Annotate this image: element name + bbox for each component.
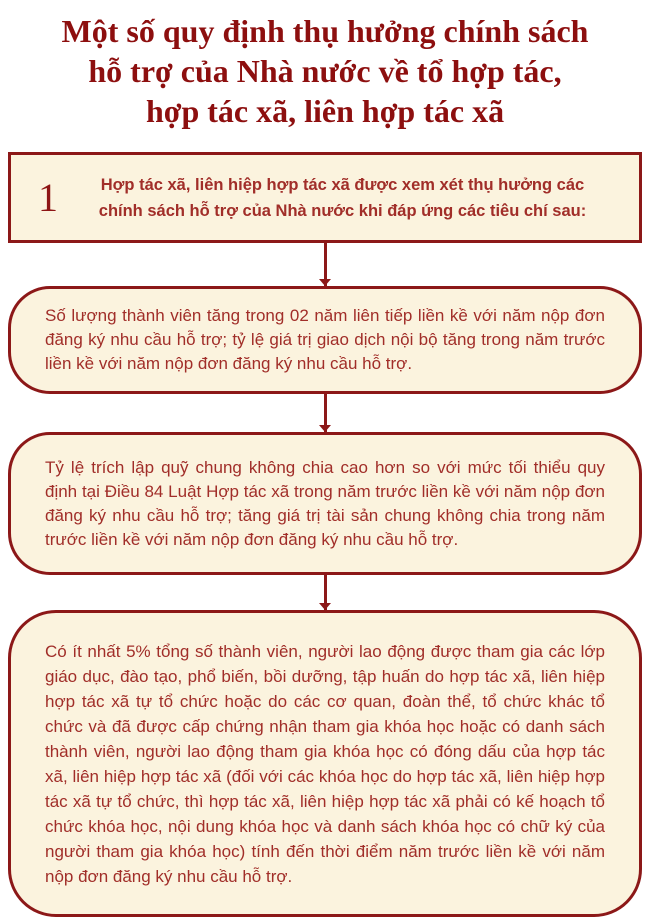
criterion-box-3 bbox=[8, 610, 642, 917]
criterion-3-text: Có ít nhất 5% tổng số thành viên, người lao động được tham gia các lớp giáo dục, đào tạo, phổ biến, bồi dưỡng, tập huấn do hợp tác xã, liên hiệp hợp tác xã tự tổ chức hoặc do các cơ quan, đoàn thể, tổ chức khác tổ chức và đã được cấp chứng nhận tham gia khóa học hoặc có danh sách thành viên, người lao động tham gia khóa học có đóng dấu của hợp tác xã, liên hiệp hợp tác xã (đối với các khóa học do hợp tác xã, liên hiệp hợp tác xã tự tổ chức, thì hợp tác xã, liên hiệp hợp tác xã phải có kế hoạch tổ chức khóa học, nội dung khóa học và danh sách khóa học có chữ ký của người tham gia khóa học) tính đến thời điểm năm trước liền kề với năm nộp đơn đăng ký nhu cầu hỗ trợ. bbox=[45, 641, 605, 886]
down-arrow-icon bbox=[324, 394, 327, 432]
criterion-1-text: Số lượng thành viên tăng trong 02 năm liên tiếp liền kề với năm nộp đơn đăng ký nhu cầu hỗ trợ; tỷ lệ giá trị giao dịch nội bộ tăng trong năm trước liền kề với năm nộp đơn đăng ký nhu cầu hỗ trợ. bbox=[45, 306, 605, 373]
down-arrow-icon bbox=[324, 243, 327, 286]
page-title-line-2: hỗ trợ của Nhà nước về tổ hợp tác, bbox=[88, 53, 562, 89]
step-1-number: 1 bbox=[38, 174, 58, 220]
page-title bbox=[0, 0, 650, 131]
down-arrow-icon bbox=[324, 575, 327, 610]
step-1-header-box bbox=[8, 152, 642, 243]
page-title-line-1: Một số quy định thụ hưởng chính sách bbox=[61, 13, 589, 49]
step-1-text: Hợp tác xã, liên hiệp hợp tác xã được xem xét thụ hưởng các chính sách hỗ trợ của Nhà nước khi đáp ứng các tiêu chí sau: bbox=[98, 175, 587, 220]
criterion-2-text: Tỷ lệ trích lập quỹ chung không chia cao hơn so với mức tối thiểu quy định tại Điều 84 Luật Hợp tác xã trong năm trước liền kề với năm nộp đơn đăng ký nhu cầu hỗ trợ; tăng giá trị tài sản chung không chia trong năm trước liền kề với năm nộp đơn đăng ký nhu cầu hỗ trợ. bbox=[45, 457, 605, 549]
criterion-box-2 bbox=[8, 432, 642, 575]
criterion-box-1 bbox=[8, 286, 642, 394]
page-title-line-3: hợp tác xã, liên hợp tác xã bbox=[145, 93, 505, 129]
